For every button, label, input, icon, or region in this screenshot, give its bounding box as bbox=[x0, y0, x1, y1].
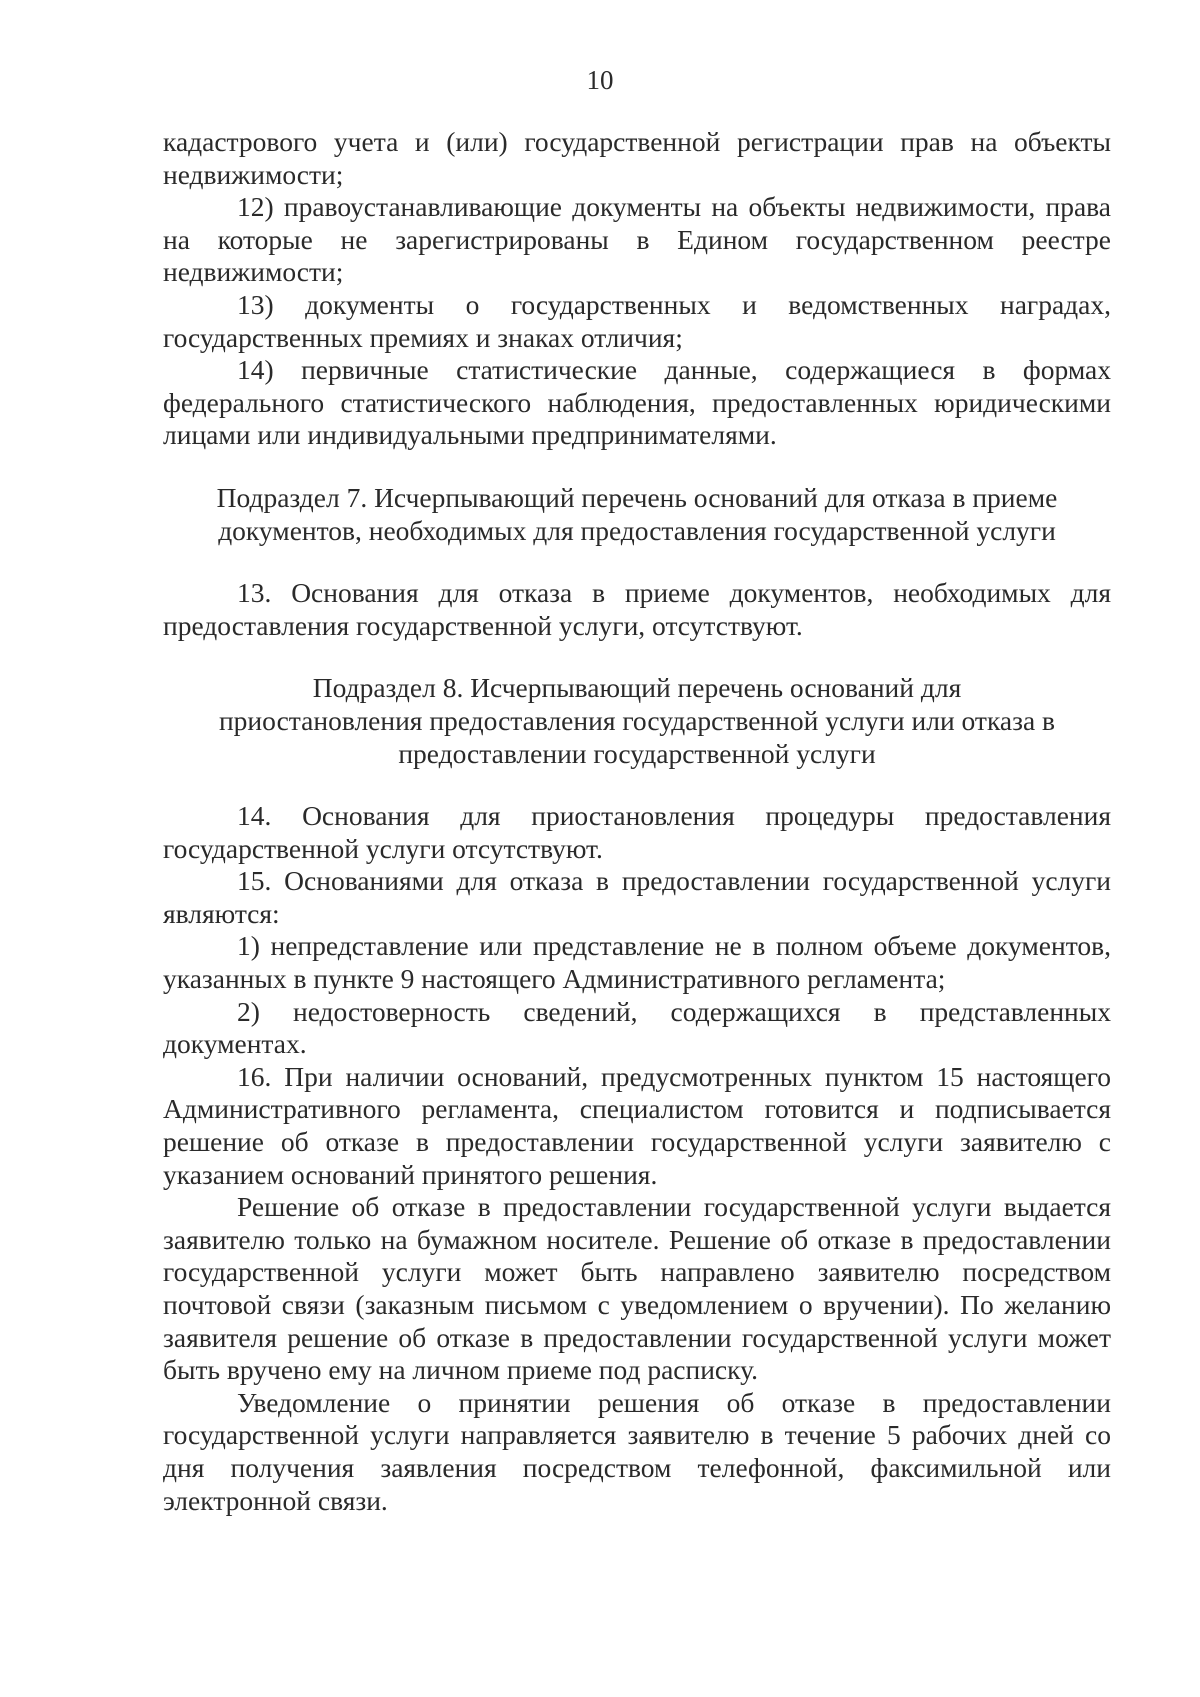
clause-16: 16. При наличии оснований, предусмотренных пунктом 15 настоящего Административного регламента, специалистом готовится и подписывается решение об отказе в предоставлении государственной услуги заявителю с указанием оснований принятого решения. bbox=[163, 1060, 1111, 1190]
heading-line: Подраздел 7. Исчерпывающий перечень оснований для отказа в приеме bbox=[216, 481, 1058, 513]
subsection-8-heading bbox=[163, 672, 1111, 770]
document-body bbox=[163, 126, 1111, 1517]
subsection-7-heading bbox=[163, 482, 1111, 547]
clause-15-item-2: 2) недостоверность сведений, содержащихся в представленных документах. bbox=[163, 995, 1111, 1060]
clause-15: 15. Основаниями для отказа в предоставлении государственной услуги являются: bbox=[163, 865, 1111, 929]
heading-line: Подраздел 8. Исчерпывающий перечень оснований для bbox=[312, 672, 962, 704]
list-item-13: 13) документы о государственных и ведомственных наградах, государственных премиях и знаках отличия; bbox=[163, 288, 1111, 353]
list-item-12: 12) правоустанавливающие документы на объекты недвижимости, права на которые не зарегистрированы в Едином государственном реестре недвижимости; bbox=[163, 191, 1111, 288]
heading-line: предоставлении государственной услуги bbox=[398, 737, 876, 769]
paragraph-continuation: кадастрового учета и (или) государственной регистрации прав на объекты недвижимости; bbox=[163, 126, 1111, 190]
clause-13: 13. Основания для отказа в приеме документов, необходимых для предоставления государственной услуги, отсутствуют. bbox=[163, 577, 1111, 641]
heading-line: приостановления предоставления государственной услуги или отказа в bbox=[218, 704, 1056, 736]
paragraph-refusal-decision: Решение об отказе в предоставлении государственной услуги выдается заявителю только на бумажном носителе. Решение об отказе в предоставлении государственной услуги может быть направлено заявителю посредством почтовой связи (заказным письмом с уведомлением о вручении). По желанию заявителя решение об отказе в предоставлении государственной услуги может быть вручено ему на личном приеме под расписку. bbox=[163, 1191, 1111, 1386]
paragraph-notification: Уведомление о принятии решения об отказе в предоставлении государственной услуги направляется заявителю в течение 5 рабочих дней со дня получения заявления посредством телефонной, факсимильной или электронной связи. bbox=[163, 1386, 1111, 1516]
list-item-14: 14) первичные статистические данные, содержащиеся в формах федерального статистического наблюдения, предоставленных юридическими лицами или индивидуальными предпринимателями. bbox=[163, 354, 1111, 451]
page-number: 10 bbox=[586, 65, 614, 95]
heading-line: документов, необходимых для предоставления государственной услуги bbox=[218, 514, 1056, 546]
clause-15-item-1: 1) непредставление или представление не в полном объеме документов, указанных в пункте 9 настоящего Административного регламента; bbox=[163, 930, 1111, 995]
clause-14: 14. Основания для приостановления процедуры предоставления государственной услуги отсутствуют. bbox=[163, 800, 1111, 864]
